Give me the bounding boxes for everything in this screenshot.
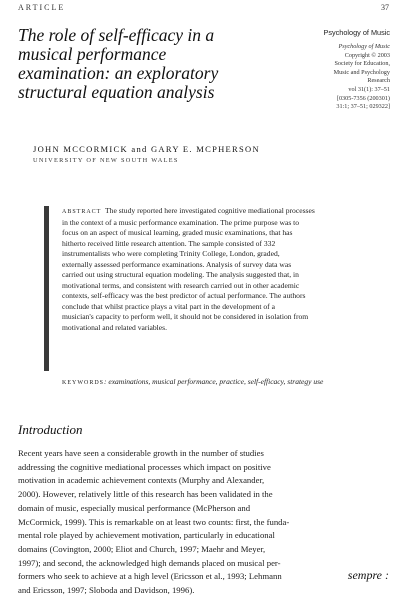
abstract-line: ABSTRACT The study reported here investigated cognitive mediational processes — [62, 206, 315, 215]
page-number: 37 — [381, 3, 389, 12]
abstract-line: contexts, self-efficacy was the best predictor of actual performance. The authors — [62, 291, 306, 300]
imprint-line: Research — [367, 77, 390, 85]
keywords-text: : examinations, musical performance, practice, self-efficacy, strategy use — [104, 377, 324, 386]
body-line: motivation in academic achievement contexts (Murphy and Alexander, — [18, 475, 265, 486]
body-line: formers who seek to achieve at a high level (Ericsson et al., 1993; Lehmann — [18, 571, 282, 582]
abstract — [62, 206, 382, 333]
article-title — [18, 26, 273, 102]
title-line: musical performance — [18, 44, 167, 64]
title-line: The role of self-efficacy in a — [18, 25, 215, 45]
body-line: 2000). However, relatively little of this research has been validated in the — [18, 489, 273, 500]
authors: JOHN MCCORMICK and GARY E. MCPHERSON — [33, 144, 260, 154]
body-line: mental role played by achievement motivation, particularly in educational — [18, 530, 275, 541]
abstract-line: musician's capacity to perform well, it should not be considered in isolation from — [62, 312, 309, 321]
abstract-line: conclude that whilst practice plays a vital part in the development of a — [62, 301, 275, 311]
running-head: ARTICLE — [18, 3, 66, 12]
body-line: and Ericsson, 1997; Sloboda and Davidson, 1996). — [18, 585, 195, 596]
body-line: domain of music, especially musical performance (McPherson and — [18, 502, 251, 513]
title-line: examination: an exploratory — [18, 63, 219, 83]
imprint-line: Copyright © 2003 — [344, 51, 390, 59]
abstract-line: motivational and related variables. — [62, 322, 168, 332]
abstract-line: instrumentalists who were completing Trinity College, London, graded, — [62, 249, 280, 258]
body-line: Recent years have seen a considerable growth in the number of studies — [18, 448, 264, 458]
abstract-line: externally assessed performance examinations. Analysis of survey data was — [62, 259, 292, 269]
title-line: structural equation analysis — [18, 82, 215, 102]
body-line: addressing the cognitive mediational processes which impact on positive — [18, 461, 271, 472]
journal-imprint — [290, 28, 390, 112]
imprint-line: 31:1; 37–51; 029322] — [336, 103, 390, 111]
body-line: McCormick, 1999). This is remarkable on at least two counts: first, the funda- — [18, 516, 290, 527]
publisher-logo: sempre : — [347, 568, 389, 582]
abstract-line: carried out using structural equation modeling. The analysis suggested that, in — [62, 270, 299, 279]
body-text — [18, 447, 383, 598]
abstract-line: in the context of a music performance examination. The prime purpose was to — [62, 217, 300, 227]
imprint-line: Psychology of Music — [338, 43, 390, 50]
abstract-label: ABSTRACT — [62, 209, 102, 215]
journal-name: Psychology of Music — [323, 28, 390, 37]
affiliation: UNIVERSITY OF NEW SOUTH WALES — [33, 157, 179, 164]
keywords-label: KEYWORDS — [62, 380, 104, 386]
body-line: 1997); and second, the acknowledged high demands placed on musical per- — [18, 557, 281, 568]
abstract-line: hitherto received little research attention. The sample consisted of 332 — [62, 238, 276, 248]
imprint-line: Music and Psychology — [333, 68, 390, 76]
imprint-line: vol 31(1): 37–51 — [348, 85, 390, 93]
keywords — [62, 377, 382, 386]
section-heading: Introduction — [18, 422, 83, 437]
abstract-line: motivational terms, and consistent with research carried out in other academic — [62, 280, 300, 290]
imprint-line: [0305-7356 (200301) — [336, 94, 390, 102]
imprint-line: Society for Education, — [334, 60, 390, 68]
body-line: domains (Covington, 2000; Eliot and Church, 1997; Maehr and Meyer, — [18, 543, 266, 554]
abstract-side-bar — [44, 206, 49, 371]
abstract-line: focus on an aspect of musical learning, graded music examinations, that has — [62, 228, 293, 237]
